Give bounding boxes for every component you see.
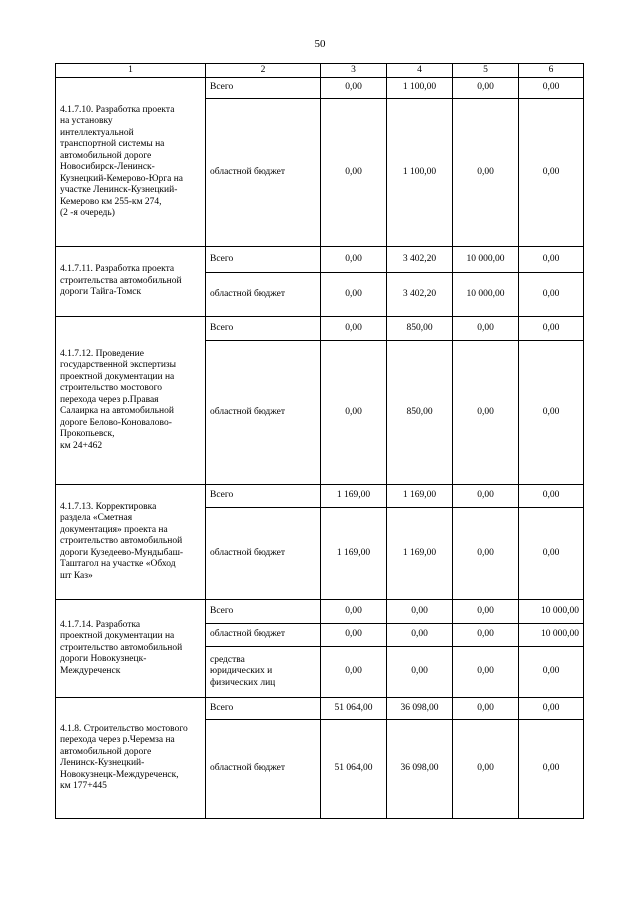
funding-source: областной бюджет bbox=[206, 341, 321, 485]
column-header: 1 bbox=[56, 64, 206, 78]
value-cell: 0,00 bbox=[453, 698, 519, 720]
value-cell: 10 000,00 bbox=[453, 247, 519, 273]
value-cell: 36 098,00 bbox=[387, 720, 453, 819]
funding-source: областной бюджет bbox=[206, 508, 321, 600]
column-header: 4 bbox=[387, 64, 453, 78]
value-cell: 0,00 bbox=[453, 508, 519, 600]
value-cell: 0,00 bbox=[519, 720, 584, 819]
column-header: 6 bbox=[519, 64, 584, 78]
value-cell: 36 098,00 bbox=[387, 698, 453, 720]
value-cell: 1 100,00 bbox=[387, 78, 453, 99]
value-cell: 0,00 bbox=[453, 600, 519, 624]
project-name: 4.1.7.11. Разработка проекта строительства автомобильной дороги Тайга-Томск bbox=[56, 247, 206, 317]
value-cell: 0,00 bbox=[321, 317, 387, 341]
value-cell: 0,00 bbox=[453, 78, 519, 99]
project-name: 4.1.7.13. Корректировка раздела «Сметная документация» проекта на строительство автомобильной дороги Кузедеево-Мундыбаш- Таштагол на участке «Обход шт Каз» bbox=[56, 485, 206, 600]
table-row bbox=[56, 247, 584, 273]
value-cell: 0,00 bbox=[453, 317, 519, 341]
funding-source: областной бюджет bbox=[206, 273, 321, 317]
value-cell: 850,00 bbox=[387, 341, 453, 485]
value-cell: 0,00 bbox=[321, 78, 387, 99]
value-cell: 0,00 bbox=[453, 647, 519, 698]
value-cell: 0,00 bbox=[453, 624, 519, 647]
value-cell: 0,00 bbox=[453, 720, 519, 819]
value-cell: 0,00 bbox=[519, 698, 584, 720]
table-row bbox=[56, 317, 584, 341]
funding-source: областной бюджет bbox=[206, 99, 321, 247]
funding-source: Всего bbox=[206, 600, 321, 624]
value-cell: 0,00 bbox=[321, 600, 387, 624]
value-cell: 0,00 bbox=[321, 341, 387, 485]
value-cell: 10 000,00 bbox=[453, 273, 519, 317]
project-name: 4.1.7.14. Разработка проектной документации на строительство автомобильной дороги Новокузнецк- Междуреченск bbox=[56, 600, 206, 698]
value-cell: 0,00 bbox=[387, 647, 453, 698]
column-header: 3 bbox=[321, 64, 387, 78]
value-cell: 0,00 bbox=[321, 99, 387, 247]
funding-source: Всего bbox=[206, 247, 321, 273]
project-name: 4.1.8. Строительство мостового перехода через р.Черемза на автомобильной дороге Ленинск-Кузнецкий- Новокузнецк-Междуреченск, км 177+445 bbox=[56, 698, 206, 819]
value-cell: 0,00 bbox=[519, 485, 584, 508]
project-name: 4.1.7.10. Разработка проекта на установку интеллектуальной транспортной системы на автомобильной дороге Новосибирск-Ленинск- Кузнецкий-Кемерово-Юрга на участке Ленинск-Кузнецкий- Кемерово км 255-км 274, (2 -я очередь) bbox=[56, 78, 206, 247]
column-header: 2 bbox=[206, 64, 321, 78]
funding-source: областной бюджет bbox=[206, 720, 321, 819]
page-number: 50 bbox=[314, 38, 326, 50]
value-cell: 0,00 bbox=[453, 99, 519, 247]
value-cell: 10 000,00 bbox=[519, 624, 584, 647]
budget-table bbox=[55, 63, 584, 819]
value-cell: 0,00 bbox=[519, 78, 584, 99]
funding-source: средства юридических и физических лиц bbox=[206, 647, 321, 698]
table-row bbox=[56, 600, 584, 624]
value-cell: 0,00 bbox=[453, 341, 519, 485]
value-cell: 0,00 bbox=[519, 341, 584, 485]
value-cell: 0,00 bbox=[519, 99, 584, 247]
value-cell: 0,00 bbox=[387, 624, 453, 647]
value-cell: 0,00 bbox=[387, 600, 453, 624]
value-cell: 850,00 bbox=[387, 317, 453, 341]
funding-source: Всего bbox=[206, 317, 321, 341]
value-cell: 51 064,00 bbox=[321, 720, 387, 819]
value-cell: 0,00 bbox=[519, 247, 584, 273]
value-cell: 0,00 bbox=[519, 508, 584, 600]
funding-source: Всего bbox=[206, 78, 321, 99]
value-cell: 0,00 bbox=[519, 647, 584, 698]
value-cell: 0,00 bbox=[321, 624, 387, 647]
value-cell: 10 000,00 bbox=[519, 600, 584, 624]
project-name: 4.1.7.12. Проведение государственной экспертизы проектной документации на строительство мостового перехода через р.Правая Салаирка на автомобильной дороге Белово-Коновалово- Прокопьевск, км 24+462 bbox=[56, 317, 206, 485]
value-cell: 1 100,00 bbox=[387, 99, 453, 247]
table-row bbox=[56, 485, 584, 508]
value-cell: 1 169,00 bbox=[321, 485, 387, 508]
column-header: 5 bbox=[453, 64, 519, 78]
value-cell: 3 402,20 bbox=[387, 273, 453, 317]
value-cell: 0,00 bbox=[321, 273, 387, 317]
value-cell: 1 169,00 bbox=[387, 485, 453, 508]
value-cell: 0,00 bbox=[321, 647, 387, 698]
value-cell: 0,00 bbox=[519, 273, 584, 317]
table-row bbox=[56, 698, 584, 720]
value-cell: 0,00 bbox=[453, 485, 519, 508]
value-cell: 0,00 bbox=[321, 247, 387, 273]
header-row bbox=[56, 64, 584, 78]
value-cell: 3 402,20 bbox=[387, 247, 453, 273]
value-cell: 1 169,00 bbox=[321, 508, 387, 600]
funding-source: областной бюджет bbox=[206, 624, 321, 647]
value-cell: 0,00 bbox=[519, 317, 584, 341]
value-cell: 1 169,00 bbox=[387, 508, 453, 600]
value-cell: 51 064,00 bbox=[321, 698, 387, 720]
funding-source: Всего bbox=[206, 698, 321, 720]
funding-source: Всего bbox=[206, 485, 321, 508]
table-row bbox=[56, 78, 584, 99]
